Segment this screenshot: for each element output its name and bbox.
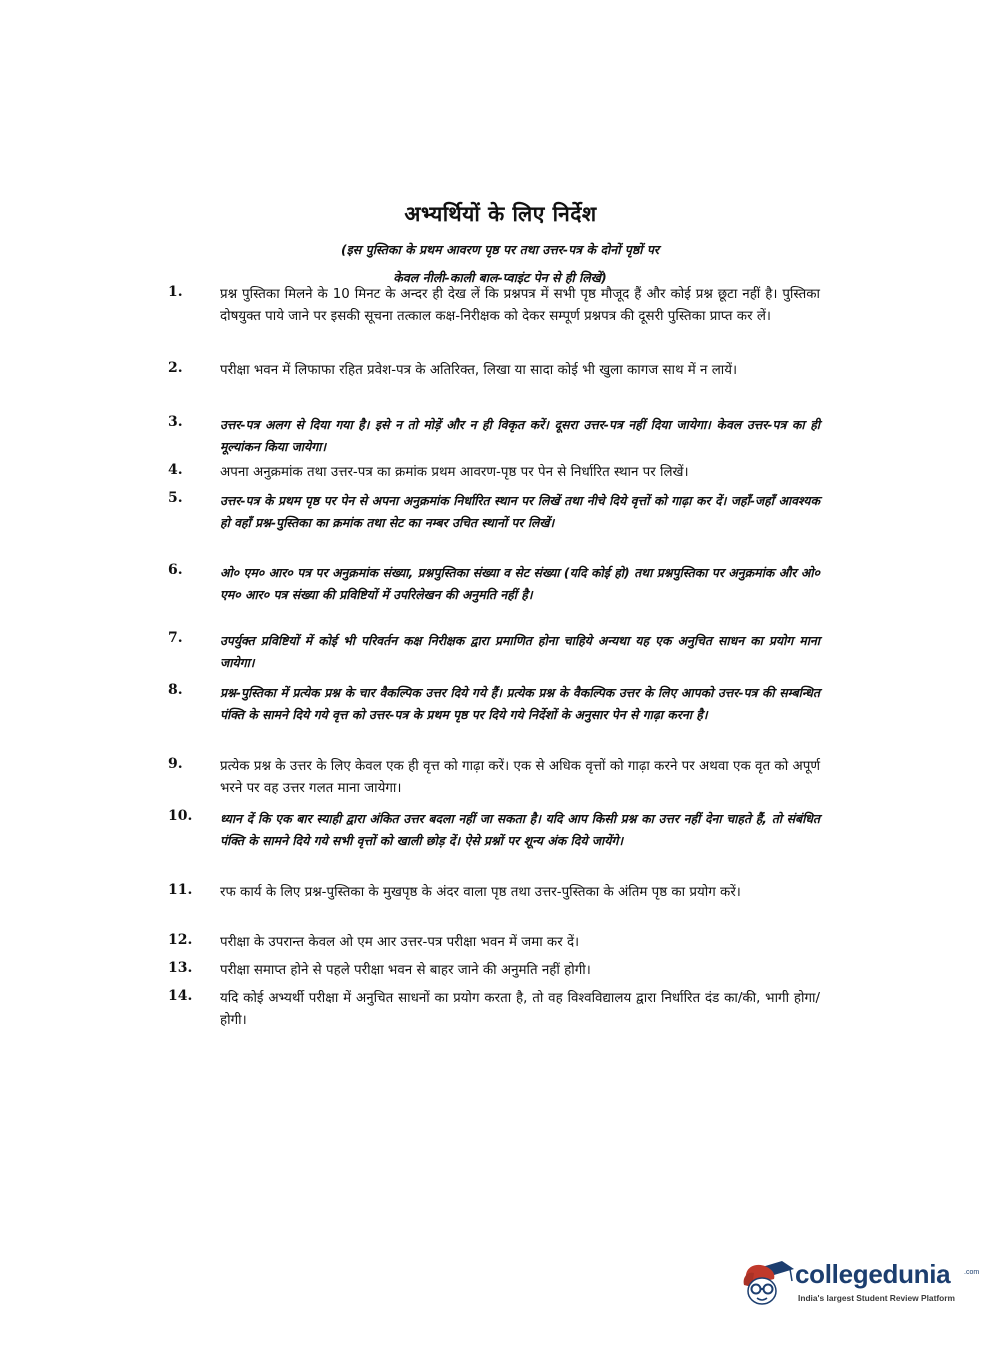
instruction-number: 13. <box>168 960 193 976</box>
instruction-number: 6. <box>168 562 183 578</box>
instruction-text: प्रत्येक प्रश्न के उत्तर के लिए केवल एक ही वृत्त को गाढ़ा करें। एक से अधिक वृत्तों को गाढ़ा करने पर अथवा एक वृत को अपूर्ण भरने पर वह उत्तर गलत माना जायेगा। <box>220 759 820 796</box>
instruction-text: उत्तर-पत्र अलग से दिया गया है। इसे न तो मोड़ें और न ही विकृत करें। दूसरा उत्तर-पत्र नहीं दिया जायेगा। केवल उत्तर-पत्र का ही मूल्यांकन किया जायेगा। <box>220 417 820 454</box>
instruction-number: 3. <box>168 414 183 430</box>
instruction-text: परीक्षा के उपरान्त केवल ओ एम आर उत्तर-पत्र परीक्षा भवन में जमा कर दें। <box>220 935 580 950</box>
instruction-text: यदि कोई अभ्यर्थी परीक्षा में अनुचित साधनों का प्रयोग करता है, तो वह विश्वविद्यालय द्वारा निर्धारित दंड का/की, भागी होगा/होगी। <box>220 991 820 1028</box>
mascot-logo-icon <box>740 1255 796 1311</box>
subtitle-line-1: (इस पुस्तिका के प्रथम आवरण पृष्ठ पर तथा उत्तर-पत्र के दोनों पृष्ठों पर <box>340 242 660 257</box>
instruction-text: उत्तर-पत्र के प्रथम पृष्ठ पर पेन से अपना अनुक्रमांक निर्धारित स्थान पर लिखें तथा नीचे दिये वृत्तों को गाढ़ा कर दें। जहाँ-जहाँ आवश्यक हो वहाँ प्रश्न-पुस्तिका का क्रमांक तथा सेट का नम्बर उचित स्थानों पर लिखें। <box>220 493 820 530</box>
subtitle-line-2: केवल नीली-काली बाल-प्वाइंट पेन से ही लिखें) <box>393 270 607 285</box>
instruction-text: अपना अनुक्रमांक तथा उत्तर-पत्र का क्रमांक प्रथम आवरण-पृष्ठ पर पेन से निर्धारित स्थान पर लिखें। <box>220 465 689 480</box>
instruction-number: 10. <box>168 808 193 824</box>
brand-suffix: .com <box>964 1269 980 1276</box>
instruction-text: रफ कार्य के लिए प्रश्न-पुस्तिका के मुखपृष्ठ के अंदर वाला पृष्ठ तथा उत्तर-पुस्तिका के अंतिम पृष्ठ का प्रयोग करें। <box>220 885 741 900</box>
instruction-number: 12. <box>168 932 193 948</box>
brand-tagline: India's largest Student Review Platform <box>798 1293 955 1303</box>
instruction-number: 7. <box>168 630 183 646</box>
instruction-text: परीक्षा समाप्त होने से पहले परीक्षा भवन से बाहर जाने की अनुमति नहीं होगी। <box>220 963 591 978</box>
instruction-number: 9. <box>168 756 183 772</box>
instruction-number: 8. <box>168 682 183 698</box>
instruction-text: परीक्षा भवन में लिफाफा रहित प्रवेश-पत्र के अतिरिक्त, लिखा या सादा कोई भी खुला कागज साथ में न लायें। <box>220 363 738 378</box>
page-title: अभ्यर्थियों के लिए निर्देश <box>404 202 597 226</box>
instruction-number: 11. <box>168 882 193 898</box>
brand-watermark <box>740 1255 980 1315</box>
instruction-number: 1. <box>168 284 183 300</box>
instruction-text: उपर्युक्त प्रविष्टियों में कोई भी परिवर्तन कक्ष निरीक्षक द्वारा प्रमाणित होना चाहिये अन्यथा यह एक अनुचित साधन का प्रयोग माना जायेगा। <box>220 633 820 670</box>
instruction-text: ध्यान दें कि एक बार स्याही द्वारा अंकित उत्तर बदला नहीं जा सकता है। यदि आप किसी प्रश्न का उत्तर नहीं देना चाहते हैं, तो संबंधित पंक्ति के सामने दिये गये सभी वृत्तों को खाली छोड़ दें। ऐसे प्रश्नों पर शून्य अंक दिये जायेंगे। <box>220 811 820 848</box>
instruction-text: प्रश्न-पुस्तिका में प्रत्येक प्रश्न के चार वैकल्पिक उत्तर दिये गये हैं। प्रत्येक प्रश्न के वैकल्पिक उत्तर के लिए आपको उत्तर-पत्र की सम्बन्धित पंक्ति के सामने दिये गये वृत्त को उत्तर-पत्र के प्रथम पृष्ठ पर दिये गये निर्देशों के अनुसार पेन से गाढ़ा करना है। <box>220 685 820 722</box>
instruction-text: प्रश्न पुस्तिका मिलने के 10 मिनट के अन्दर ही देख लें कि प्रश्नपत्र में सभी पृष्ठ मौजूद हैं और कोई प्रश्न छूटा नहीं है। पुस्तिका दोषयुक्त पाये जाने पर इसकी सूचना तत्काल कक्ष-निरीक्षक को देकर सम्पूर्ण प्रश्नपत्र की दूसरी पुस्तिका प्राप्त कर लें। <box>220 287 820 324</box>
instruction-number: 14. <box>168 988 193 1004</box>
instruction-number: 5. <box>168 490 183 506</box>
brand-name: collegedunia <box>795 1259 951 1289</box>
instruction-text: ओ० एम० आर० पत्र पर अनुक्रमांक संख्या, प्रश्नपुस्तिका संख्या व सेट संख्या (यदि कोई हो) तथा प्रश्नपुस्तिका पर अनुक्रमांक और ओ० एम० आर० पत्र संख्या की प्रविष्टियों में उपरिलेखन की अनुमति नहीं है। <box>220 565 820 602</box>
instruction-number: 4. <box>168 462 183 478</box>
instruction-number: 2. <box>168 360 183 376</box>
